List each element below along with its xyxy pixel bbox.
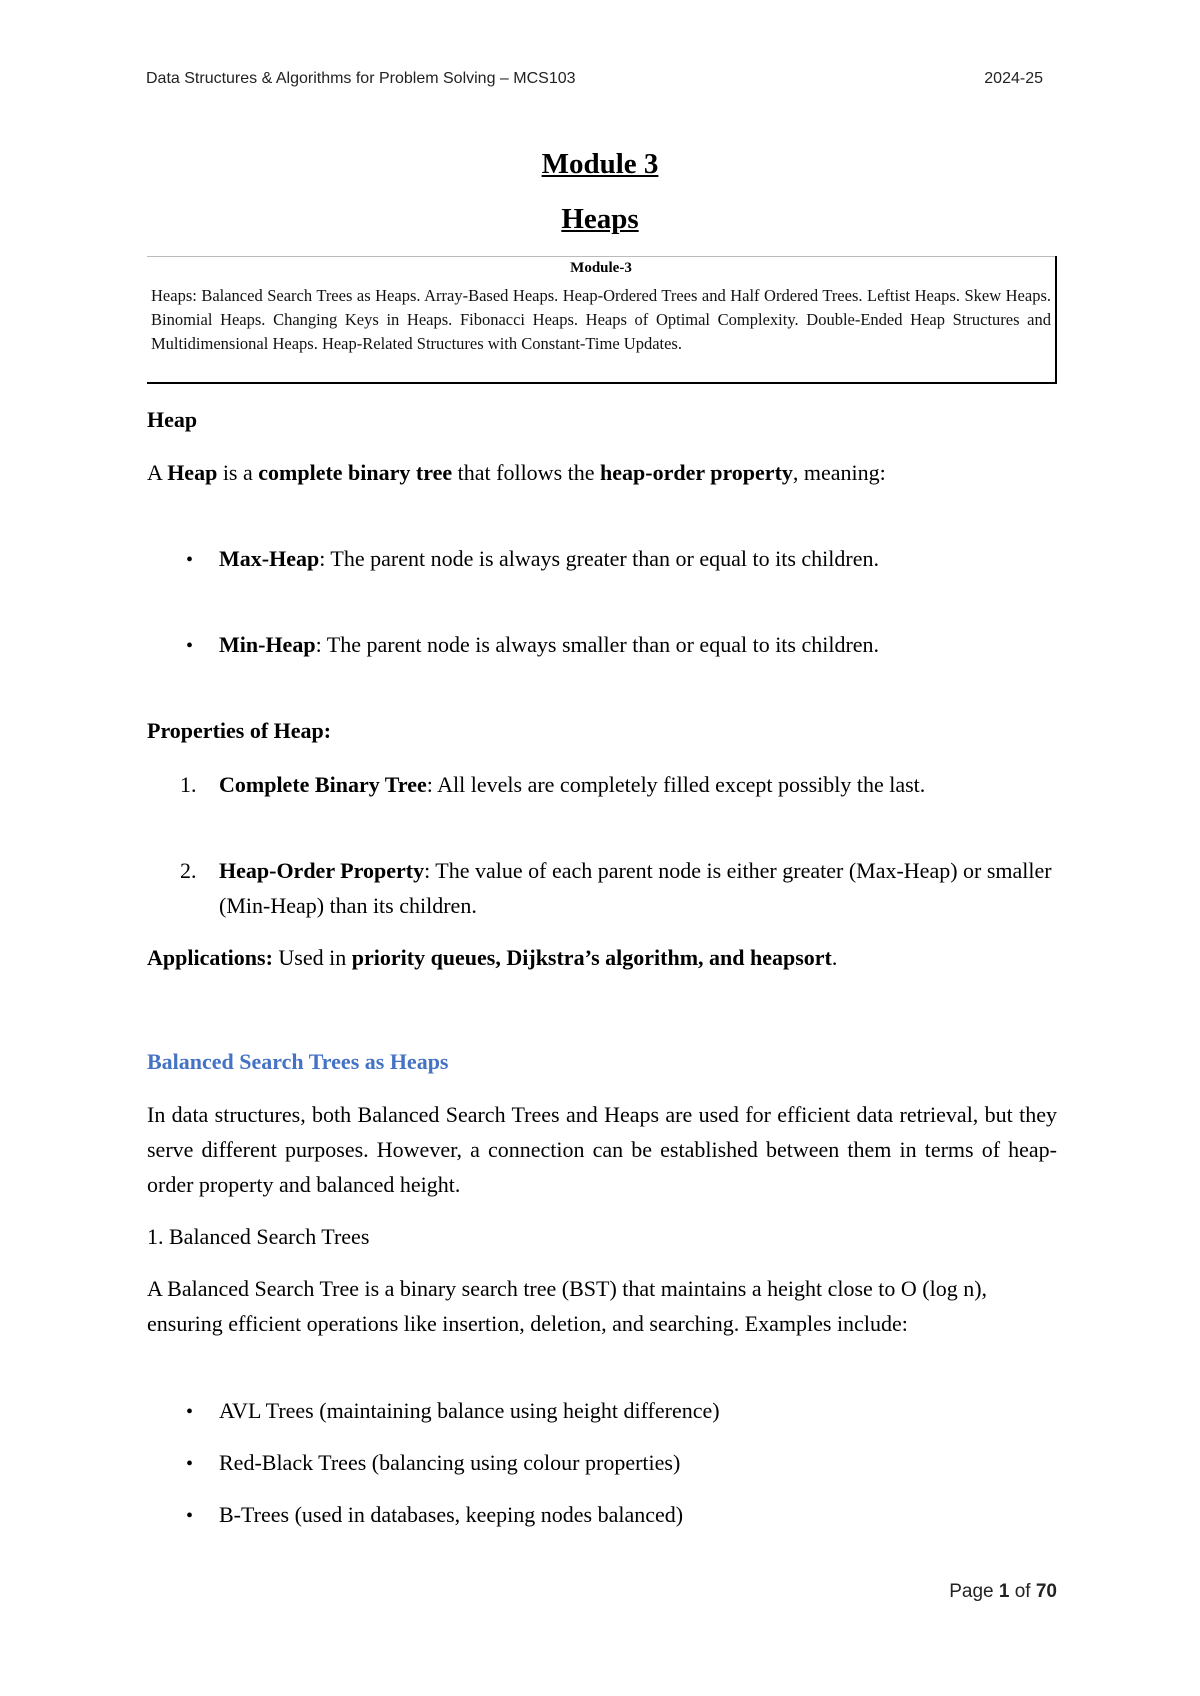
heap-intro: A Heap is a complete binary tree that follows the heap-order property, meaning:: [147, 460, 886, 485]
list-number: 1.: [180, 772, 197, 797]
applications-line: Applications: Used in priority queues, Dijkstra’s algorithm, and heapsort.: [147, 945, 838, 970]
list-item-complete-binary-tree: Complete Binary Tree: All levels are completely filled except possibly the last.: [219, 772, 926, 797]
list-item-min-heap: Min-Heap: The parent node is always smaller than or equal to its children.: [219, 632, 880, 657]
heap-heading: Heap: [147, 407, 198, 432]
bst-heaps-paragraph: In data structures, both Balanced Search Trees and Heaps are used for efficient data retrieval, but they serve different purposes. However, a connection can be established between them in terms of heap-order property and balanced height.: [147, 1102, 1057, 1197]
list-item-b-trees: B-Trees (used in databases, keeping nodes balanced): [219, 1502, 684, 1527]
section-heading-bst-heaps: Balanced Search Trees as Heaps: [147, 1049, 449, 1074]
syllabus-text: Heaps: Balanced Search Trees as Heaps. Array-Based Heaps. Heap-Ordered Trees and Half Ordered Trees. Leftist Heaps. Skew Heaps. Binomial Heaps. Changing Keys in Heaps. Fibonacci Heaps. Heaps of Optimal Complexity. Double-Ended Heap Structures and Multidimensional Heaps. Heap-Related Structures with Constant-Time Updates.: [151, 286, 1051, 353]
syllabus-box: [147, 256, 1057, 384]
list-item-heap-order-property: Heap-Order Property: The value of each parent node is either greater (Max-Heap) or smaller (Min-Heap) than its children.: [219, 858, 1052, 918]
syllabus-top-rule: [147, 256, 1055, 257]
list-item-max-heap: Max-Heap: The parent node is always greater than or equal to its children.: [219, 546, 879, 571]
page-number: Page 1 of 70: [949, 1581, 1057, 1602]
module-title: Module 3: [541, 148, 659, 180]
topic-title: Heaps: [561, 203, 639, 235]
list-item-red-black-trees: Red-Black Trees (balancing using colour properties): [219, 1450, 681, 1475]
properties-heading: Properties of Heap:: [147, 718, 332, 743]
balanced-search-tree-paragraph: A Balanced Search Tree is a binary search tree (BST) that maintains a height close to O (log n), ensuring efficient operations like insertion, deletion, and searching. Examples include:: [147, 1276, 988, 1336]
bullet-marker: •: [186, 635, 194, 657]
syllabus-heading: Module-3: [570, 260, 632, 276]
subheading-balanced-search-trees: 1. Balanced Search Trees: [147, 1224, 370, 1249]
bullet-marker: •: [186, 549, 194, 571]
list-item-avl-trees: AVL Trees (maintaining balance using height difference): [219, 1398, 720, 1423]
bullet-marker: •: [186, 1401, 194, 1423]
header-year: 2024-25: [984, 70, 1043, 87]
header-course: Data Structures & Algorithms for Problem Solving – MCS103: [146, 70, 576, 87]
list-number: 2.: [180, 858, 197, 883]
bullet-marker: •: [186, 1453, 194, 1475]
bullet-marker: •: [186, 1505, 194, 1527]
